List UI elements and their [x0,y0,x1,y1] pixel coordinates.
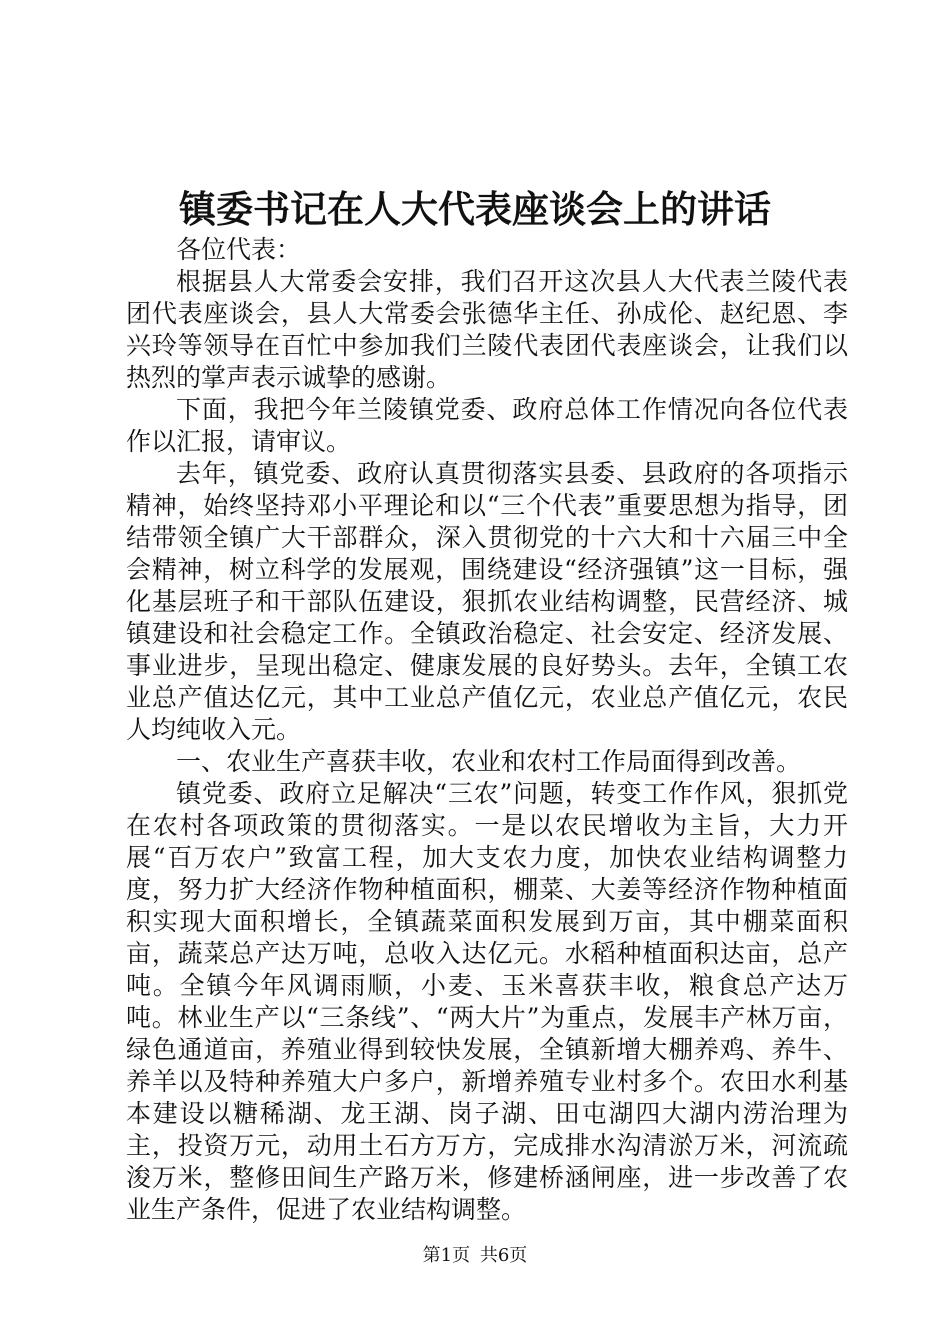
body-paragraph: 去年，镇党委、政府认真贯彻落实县委、县政府的各项指示精神，始终坚持邓小平理论和以“三个代表”重要思想为指导，团结带领全镇广大干部群众，深入贯彻党的十六大和十六届三中全会精神，树立科学的发展观，围绕建设“经济强镇”这一目标，强化基层班子和干部队伍建设，狠抓农业结构调整，民营经济、城镇建设和社会稳定工作。全镇政治稳定、社会安定、经济发展、事业进步，呈现出稳定、健康发展的良好势头。去年，全镇工农业总产值达亿元，其中工业总产值亿元，农业总产值亿元，农民人均纯收入元。 [126,459,848,744]
page-number: 第1页 [422,1245,471,1266]
body-paragraph: 下面，我把今年兰陵镇党委、政府总体工作情况向各位代表作以汇报，请审议。 [126,395,848,456]
page-footer [0,1244,950,1268]
document-body [126,234,848,1226]
document-title: 镇委书记在人大代表座谈会上的讲话 [179,187,771,231]
section-heading: 一、农业生产喜获丰收，农业和农村工作局面得到改善。 [176,747,802,776]
page-total: 共6页 [479,1245,528,1266]
body-paragraph: 镇党委、政府立足解决“三农”问题，转变工作作风，狠抓党在农村各项政策的贯彻落实。一是以农民增收为主旨，大力开展“百万农户”致富工程，加大支农力度，加快农业结构调整力度，努力扩大经济作物种植面积，棚菜、大姜等经济作物种植面积实现大面积增长，全镇蔬菜面积发展到万亩，其中棚菜面积亩，蔬菜总产达万吨，总收入达亿元。水稻种植面积达亩，总产吨。全镇今年风调雨顺，小麦、玉米喜获丰收，粮食总产达万吨。林业生产以“三条线”、“两大片”为重点，发展丰产林万亩，绿色通道亩，养殖业得到较快发展，全镇新增大棚养鸡、养牛、养羊以及特种养殖大户多户，新增养殖专业村多个。农田水利基本建设以糖稀湖、龙王湖、岗子湖、田屯湖四大湖内涝治理为主，投资万元，动用土石方万方，完成排水沟清淤万米，河流疏浚万米，整修田间生产路万米，修建桥涵闸座，进一步改善了农业生产条件，促进了农业结构调整。 [126,779,848,1224]
salutation-paragraph: 各位代表： [176,235,302,264]
body-paragraph: 根据县人大常委会安排，我们召开这次县人大代表兰陵代表团代表座谈会，县人大常委会张德华主任、孙成伦、赵纪恩、李兴玲等领导在百忙中参加我们兰陵代表团代表座谈会，让我们以热烈的掌声表示诚挚的感谢。 [126,267,848,392]
